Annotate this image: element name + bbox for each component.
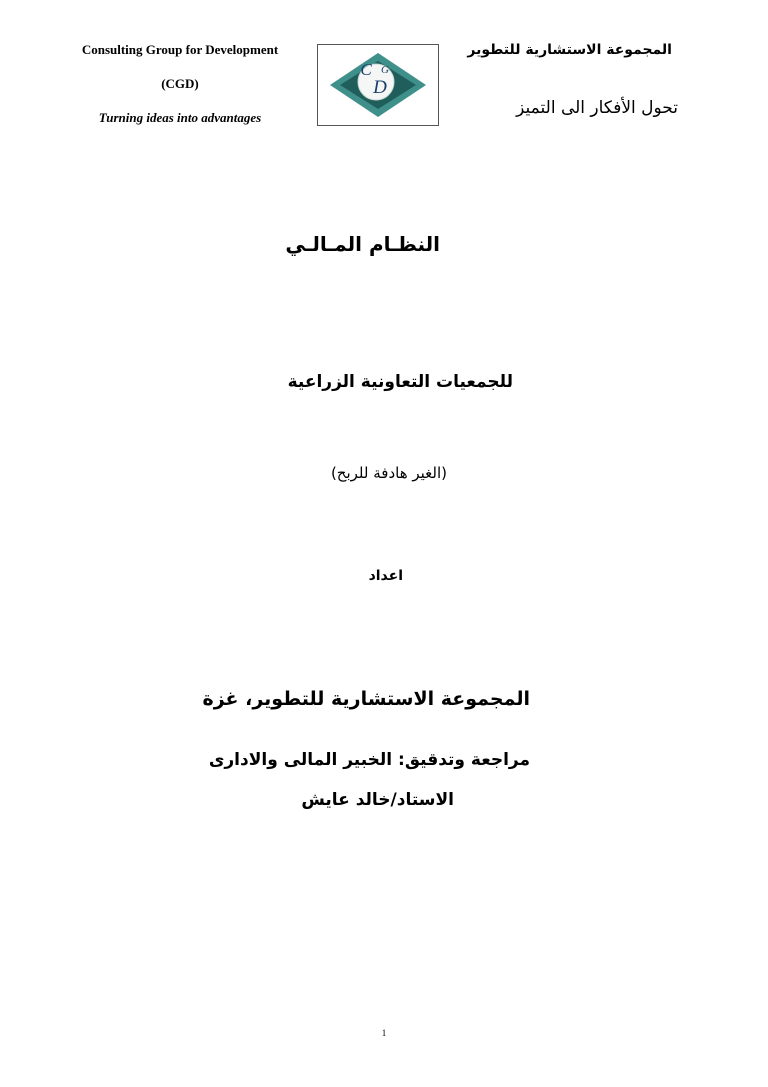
- document-note: (الغير هادفة للربح): [330, 464, 447, 482]
- organization-name: المجموعة الاستشارية للتطوير، غزة: [202, 688, 530, 710]
- reviewer-name: الاستاد/خالد عايش: [301, 790, 454, 810]
- english-tagline: Turning ideas into advantages: [98, 110, 262, 125]
- logo-letter: D: [373, 77, 387, 98]
- logo-letter: C: [360, 60, 372, 79]
- page-number: 1: [381, 1028, 387, 1038]
- logo-letter: G: [381, 64, 389, 76]
- document-subtitle: للجمعيات التعاونية الزراعية: [287, 372, 513, 392]
- document-title: النظـام المـالـي: [285, 232, 440, 256]
- reviewer-line: مراجعة وتدقيق: الخبير المالى والادارى: [208, 750, 530, 770]
- prepared-by-label: اعداد: [368, 568, 403, 584]
- english-company-abbreviation: (CGD): [161, 76, 199, 91]
- arabic-company-name: المجموعة الاستشارية للتطوير: [467, 42, 672, 58]
- english-company-name: Consulting Group for Development: [81, 42, 279, 57]
- arabic-tagline: تحول الأفكار الى التميز: [516, 98, 678, 118]
